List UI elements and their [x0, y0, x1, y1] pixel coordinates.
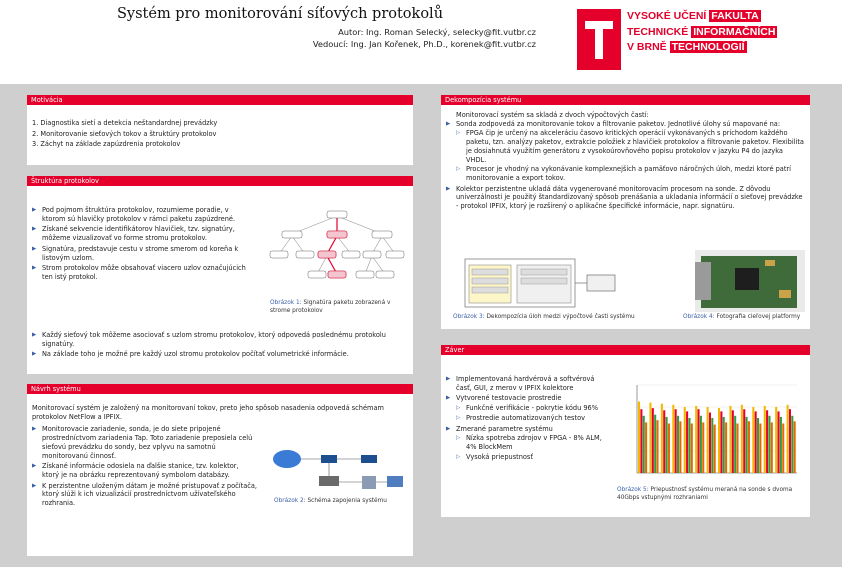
chart-bar [741, 405, 743, 473]
chart-bar [645, 422, 647, 473]
conclusion-panel [441, 345, 810, 517]
chart-bar [686, 411, 688, 473]
list-item: 3. Záchyt na základe zapúzdrenia protokolov [32, 140, 181, 149]
chart-bar [684, 407, 686, 473]
platform-photo [695, 250, 805, 312]
design-list [32, 425, 257, 507]
chart-bar [657, 420, 659, 473]
chart-bar [780, 417, 782, 473]
chart-bar [698, 409, 700, 473]
chart-bar [752, 407, 754, 473]
chart-bar [734, 416, 736, 473]
chart-bar [638, 402, 640, 474]
chart-bar [702, 422, 704, 473]
decomposition-sublist [456, 129, 805, 182]
chart-bar [759, 424, 761, 474]
chart-bar [768, 416, 770, 473]
chart-bar [789, 409, 791, 473]
list-item: 2. Monitorovanie sieťových tokov a štruktúry protokolov [32, 129, 217, 138]
logo-text: VYSOKÉ UČENÍ FAKULTA TECHNICKÉ INFORMAČNÍCH V BRNĚ TECHNOLOGIÍ [627, 10, 776, 53]
list-item: ▶ K perzistentne uloženým dátam je možné pristupovať z počítača, ktorý slúži k ich vizualizácií prostredníctvom užívateľského rozhrania. [32, 482, 257, 508]
author-line: Autor: Ing. Roman Selecký, selecky@fit.vutbr.cz [338, 27, 536, 37]
author-block [180, 26, 536, 50]
decomposition-diagram [463, 255, 618, 310]
logo-t-icon [577, 9, 621, 70]
list-item: 1. Diagnostika sietí a detekcia neštandardnej prevádzky [32, 119, 218, 127]
motivation-title: Motivácia [27, 95, 413, 105]
chart-bar [688, 418, 690, 473]
list-item: ▶ Získané informácie odosiela na ďalšie stanice, tzv. kolektor, ktorý je na obrázku reprezentovaný symbolom databázy. [32, 462, 257, 479]
chart-bar [663, 410, 665, 473]
protocol-tree-figure [267, 206, 407, 294]
chart-bar [677, 416, 679, 473]
chart-bar [771, 422, 773, 473]
chart-bar [755, 411, 757, 473]
chart-bar [794, 421, 796, 473]
chart-bar [714, 425, 716, 473]
chart-bar [725, 422, 727, 473]
list-item: ▶ Implementovaná hardvérová a softvérová časť, GUI, z merov v IPFIX kolektore [446, 375, 606, 392]
list-item: ▷ FPGA čip je určený na akceleráciu časovo kritických operácií vykonávaných s príchodom každého paketu, tzn. analýzy paketov, extrakcie položiek z hlavičiek protokolov a filtrovanie paketov. Flexibilita je dosiahnutá využitím generátoru z vysokoúrovňového popisu protokolov v jazyku P4 do jazyka VHDL. [456, 129, 805, 164]
chart-bar [778, 411, 780, 473]
figure-5-caption: Obrázok 5: Priepustnosť systému meraná na sonde s dvoma 40Gbps vstupnými rozhraniami [617, 487, 793, 501]
chart-bar [649, 403, 651, 473]
chart-bar [668, 424, 670, 474]
decomposition-figure [463, 255, 618, 310]
conclusion-title: Záver [441, 345, 810, 355]
decomposition-panel [441, 95, 810, 329]
chart-bar [643, 416, 645, 473]
chart-bar [787, 405, 789, 473]
list-item: ▶ Získané sekvencie identifikátorov hlavičiek, tzv. signatúry, môžeme vizualizovať vo forme stromu protokolov. [32, 225, 252, 242]
structure-list [32, 206, 252, 282]
structure-list-after [32, 331, 407, 361]
switch-icon [361, 455, 377, 463]
chart-bar [748, 421, 750, 473]
chart-bar [746, 417, 748, 473]
list-item: ▶ Monitorovacie zariadenie, sonda, je do siete pripojené prostredníctvom zariadenia Tap. Toto zariadenie preposiela celú sieťovú prevádzku do sondy, bez vplyvu na samotnú monitorovanú činnosť. [32, 425, 257, 460]
design-intro: Monitorovací systém je založený na monitorovaní tokov, preto jeho spôsob nasadenia odpovedá schémam protokolov NetFlow a IPFIX. [32, 404, 384, 421]
figure-2-caption: Obrázok 2: Schéma zapojenia systému [274, 498, 387, 504]
chart-bar [791, 416, 793, 473]
list-item: ▶ Kolektor perzistentne ukladá dáta vygenerované monitorovacím procesom na sonde. Z dôvodu univerzálnosti je použitý štandardizovaný spôsob prenášania a ukladania informácií o sieťovej prevádzke - protokol IPFIX, ktorý je rozšírený o aplikačne špecifické informácie, napr. signatúru. [446, 185, 805, 211]
supervisor-line: Vedoucí: Ing. Jan Kořenek, Ph.D., korenek@fit.vutbr.cz [312, 39, 536, 49]
chart-bar [709, 413, 711, 474]
list-item: ▷ Vysoká priepustnosť [456, 453, 606, 462]
motivation-panel [27, 95, 413, 165]
chart-bar [661, 404, 663, 473]
list-item: ▶ Každý sieťový tok môžeme asociovať s uzlom stromu protokolov, ktorý odpovedá poslednému protokolu signatúry. [32, 331, 407, 348]
chart-bar [695, 406, 697, 473]
throughput-bar-chart [613, 371, 803, 481]
chart-bar [737, 424, 739, 474]
design-title: Návrh systému [27, 384, 413, 394]
chart-bar [766, 410, 768, 473]
chart-bar [652, 408, 654, 473]
design-panel [27, 384, 413, 556]
decomposition-list [446, 120, 805, 211]
list-item: ▷ Funkčné verifikácie - pokrytie kódu 96% [456, 404, 606, 413]
chart-bar [640, 409, 642, 473]
figure-4-caption: Obrázok 4: Fotografia cieľovej platformy [683, 314, 801, 320]
throughput-chart [613, 371, 803, 481]
protocol-tree-diagram [267, 206, 407, 294]
list-item: ▷ Procesor je vhodný na vykonávanie komplexnejších a pamäťovo náročných úloh, medzi ktoré patrí monitorovanie a export tokov. [456, 165, 805, 182]
chart-bar [720, 411, 722, 473]
chart-bar [729, 406, 731, 473]
chart-bar [711, 418, 713, 473]
list-item: ▶ Strom protokolov môže obsahovať viacero uzlov označujúcich ten istý protokol. [32, 264, 252, 281]
list-item: ▶ Signatúra, predstavuje cestu v strome smerom od koreňa k listovým uzlom. [32, 245, 252, 262]
chart-bar [675, 409, 677, 473]
figure-1-caption: Obrázok 1: Signatúra paketu zobrazená v strome protokolov [270, 300, 391, 314]
probe-icon [319, 476, 339, 486]
chart-bar [691, 424, 693, 474]
chart-bar [775, 407, 777, 473]
poster-header [0, 0, 842, 84]
database-icon [362, 476, 376, 489]
computer-icon [387, 476, 403, 487]
chart-bar [654, 415, 656, 473]
decomposition-intro: Monitorovací systém sa skladá z dvoch výpočtových častí: [456, 111, 649, 119]
chart-bar [666, 417, 668, 473]
conclusion-list [446, 375, 606, 461]
chart-bar [707, 407, 709, 473]
figure-3-caption: Obrázok 3: Dekompozícia úloh medzi výpočtové časti systému [453, 314, 635, 320]
chart-bar [764, 406, 766, 473]
structure-title: Štruktúra protokolov [27, 176, 413, 186]
list-item: ▶ Na základe toho je možné pre každý uzol stromu protokolov počítať volumetrické informácie. [32, 350, 407, 359]
chart-bar [672, 405, 674, 473]
poster-title: Systém pro monitorování síťových protokolů [116, 6, 444, 22]
chart-bar [732, 410, 734, 473]
fpga-board-photo [695, 250, 805, 312]
chart-bar [700, 416, 702, 473]
list-item: ▶ Sonda zodpovedá za monitorovanie tokov a filtrovanie paketov. Jednotlivé úlohy sú mapované na: ▷ FPGA čip je určený na akceleráciu časovo kritických operácií vykonávaných s príchodom každého paketu, tzn. analýzy paketov, extrakcie položiek z hlavičiek protokolov a filtrovanie paketov. Flexibilita je dosiahnutá využitím generátoru z vysokoúrovňového popisu protokolov v jazyku P4 do jazyka VHDL. ▷ Procesor je vhodný na vykonávanie komplexnejších a pamäťovo náročných úloh, medzi ktoré patrí monitorovanie a export tokov. [446, 120, 805, 183]
list-item: ▶ Pod pojmom štruktúra protokolov, rozumieme poradie, v ktorom sú hlavičky protokolov v rámci paketu zapúzdrené. [32, 206, 252, 223]
chart-bar [757, 418, 759, 473]
university-logo [577, 9, 797, 70]
network-schema-figure [269, 444, 409, 494]
list-item: ▷ Prostredie automatizovaných testov [456, 414, 606, 423]
list-item: ▶ Zmerané parametre systému ▷ Nízka spotreba zdrojov v FPGA - 8% ALM, 4% BlockMem ▷ Vysoká priepustnosť [446, 425, 606, 462]
motivation-list [27, 105, 413, 155]
chart-bar [743, 409, 745, 473]
chart-bar [718, 408, 720, 473]
tap-icon [321, 455, 337, 463]
chart-bar [782, 424, 784, 474]
chart-bar [723, 417, 725, 473]
network-schema-diagram [269, 444, 409, 494]
list-item: ▶ Vytvorené testovacie prostredie ▷ Funkčné verifikácie - pokrytie kódu 96% ▷ Prostredie automatizovaných testov [446, 394, 606, 422]
chart-bar [679, 421, 681, 473]
list-item: ▷ Nízka spotreba zdrojov v FPGA - 8% ALM, 4% BlockMem [456, 434, 606, 451]
cloud-icon [273, 450, 301, 468]
decomposition-title: Dekompozícia systému [441, 95, 810, 105]
structure-panel [27, 176, 413, 374]
